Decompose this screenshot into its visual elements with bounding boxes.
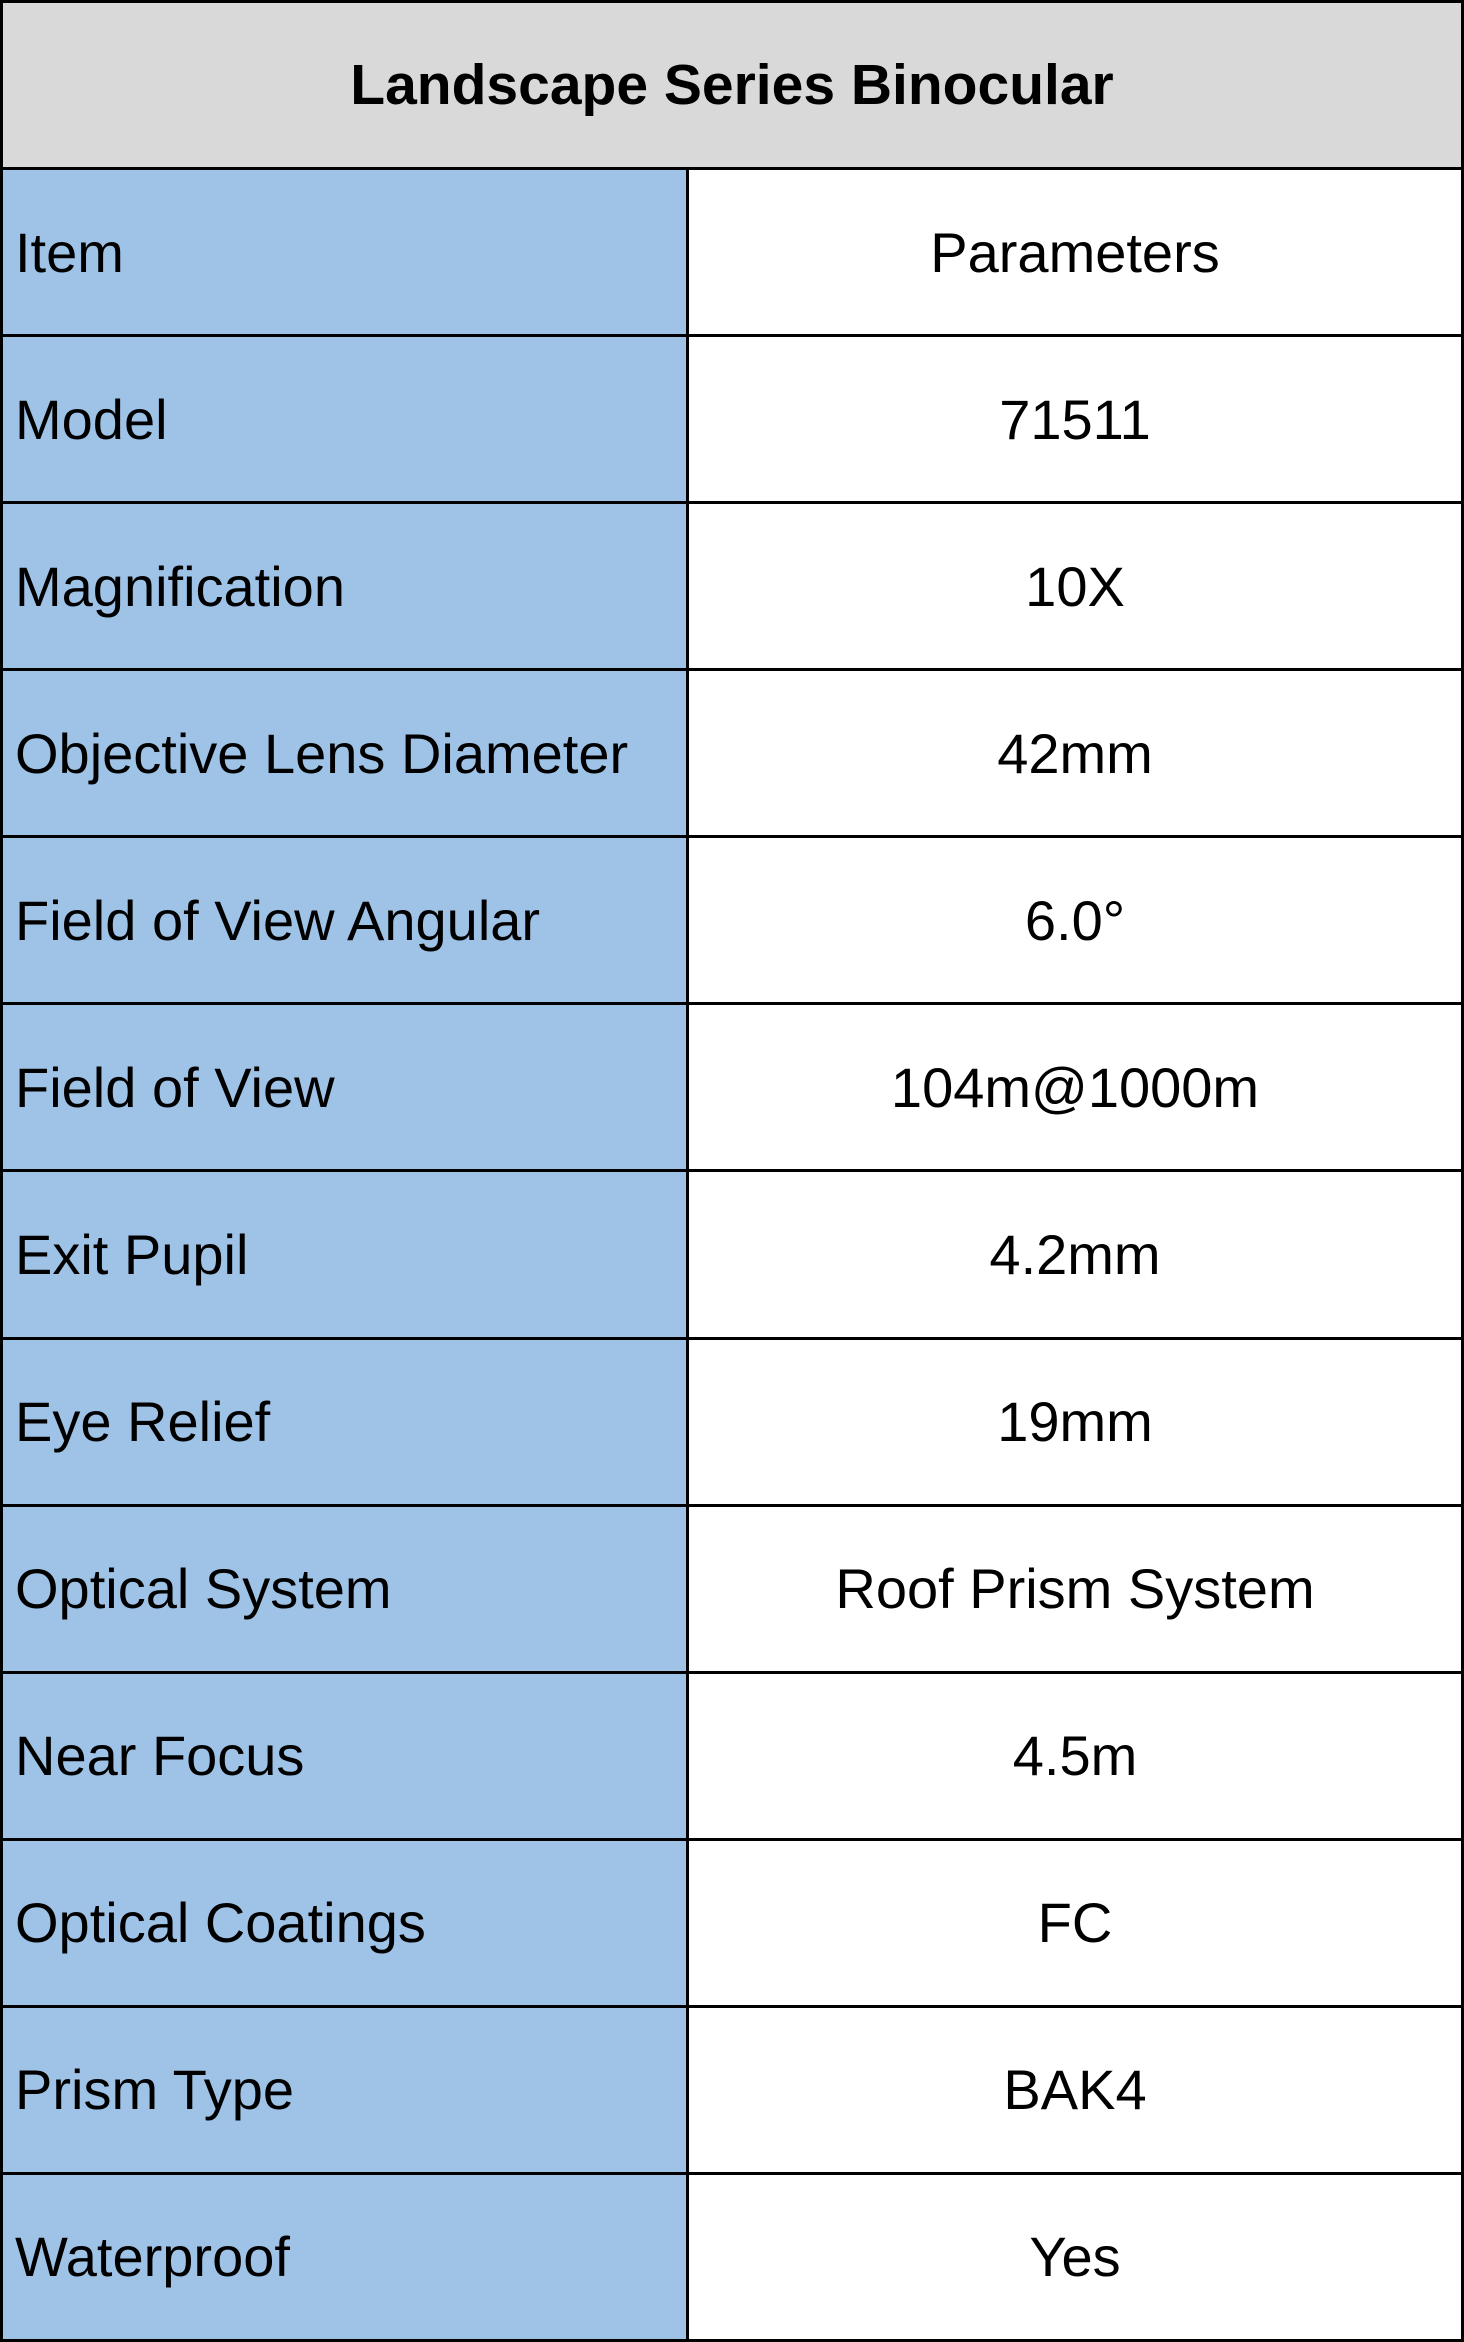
table-row — [3, 838, 1461, 1005]
item-cell: Model — [3, 337, 689, 501]
table-title: Landscape Series Binocular — [3, 3, 1461, 170]
value-cell: BAK4 — [689, 2008, 1461, 2172]
value-cell: 6.0° — [689, 838, 1461, 1002]
table-row — [3, 671, 1461, 838]
table-row — [3, 170, 1461, 337]
item-cell: Optical System — [3, 1507, 689, 1671]
table-row — [3, 1340, 1461, 1507]
item-cell: Waterproof — [3, 2175, 689, 2339]
item-cell: Near Focus — [3, 1674, 689, 1838]
item-cell: Eye Relief — [3, 1340, 689, 1504]
value-cell: 71511 — [689, 337, 1461, 501]
item-cell: Optical Coatings — [3, 1841, 689, 2005]
value-cell: 104m@1000m — [689, 1005, 1461, 1169]
table-row — [3, 2008, 1461, 2175]
table-row — [3, 337, 1461, 504]
table-row — [3, 504, 1461, 671]
item-cell: Field of View Angular — [3, 838, 689, 1002]
value-cell: 4.5m — [689, 1674, 1461, 1838]
value-cell: 10X — [689, 504, 1461, 668]
item-cell: Exit Pupil — [3, 1172, 689, 1336]
value-cell: Parameters — [689, 170, 1461, 334]
item-cell: Objective Lens Diameter — [3, 671, 689, 835]
item-cell: Prism Type — [3, 2008, 689, 2172]
value-cell: 4.2mm — [689, 1172, 1461, 1336]
item-cell: Field of View — [3, 1005, 689, 1169]
item-cell: Item — [3, 170, 689, 334]
value-cell: 42mm — [689, 671, 1461, 835]
table-row — [3, 1841, 1461, 2008]
value-cell: FC — [689, 1841, 1461, 2005]
table-row — [3, 1507, 1461, 1674]
table-body — [3, 170, 1461, 2339]
value-cell: Yes — [689, 2175, 1461, 2339]
table-row — [3, 1674, 1461, 1841]
table-row — [3, 1172, 1461, 1339]
table-row — [3, 2175, 1461, 2339]
value-cell: Roof Prism System — [689, 1507, 1461, 1671]
item-cell: Magnification — [3, 504, 689, 668]
value-cell: 19mm — [689, 1340, 1461, 1504]
table-row — [3, 1005, 1461, 1172]
